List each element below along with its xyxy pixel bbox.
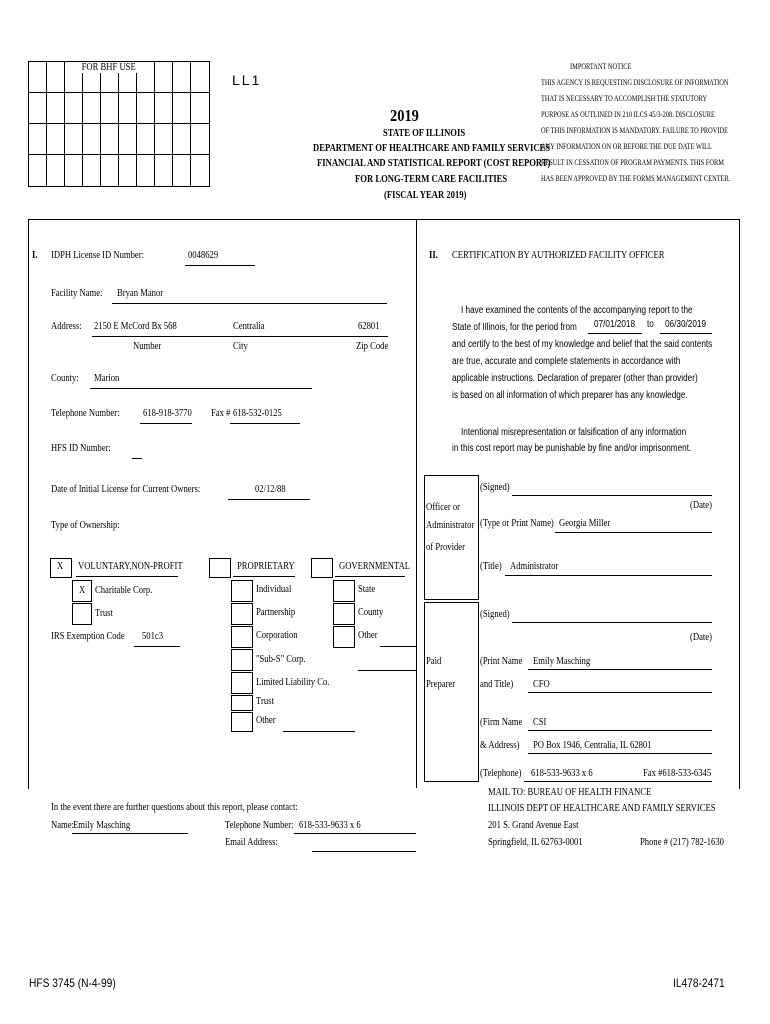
title-line-1: STATE OF ILLINOIS	[383, 128, 466, 139]
title-line-5: (FISCAL YEAR 2019)	[384, 190, 467, 201]
zip-value[interactable]: 62801	[358, 321, 380, 332]
llc-checkbox[interactable]	[231, 672, 253, 694]
firm-name[interactable]: CSI	[533, 717, 547, 728]
section2-title: CERTIFICATION BY AUTHORIZED FACILITY OFFICER	[452, 250, 665, 261]
cert-line-6: is based on all information of which preparer has any knowledge.	[452, 390, 688, 401]
prop-partnership: Partnership	[256, 607, 296, 618]
officer-line-2: Administrator	[426, 520, 475, 531]
preparer-signature-field[interactable]	[512, 622, 712, 623]
trust-checkbox[interactable]	[72, 603, 92, 625]
proprietary-checkbox[interactable]	[209, 558, 231, 578]
name-value[interactable]: Emily Masching	[73, 820, 131, 831]
report-year: 2019	[390, 106, 419, 125]
corporation-checkbox[interactable]	[231, 626, 253, 648]
charitable-label: Charitable Corp.	[95, 585, 153, 596]
mail-line-4: Springfield, IL 62763-0001	[488, 837, 583, 848]
bhf-use-label: FOR BHF USE	[81, 62, 136, 73]
county-value[interactable]: Marion	[94, 373, 120, 384]
warning-line-2: in this cost report may be punishable by fine and/or imprisonment.	[452, 443, 692, 454]
phone-label: Telephone Number:	[51, 408, 120, 419]
section-divider	[416, 219, 417, 788]
facility-value[interactable]: Bryan Manor	[117, 288, 164, 299]
mail-line-2: ILLINOIS DEPT OF HEALTHCARE AND FAMILY SERVICES	[488, 803, 716, 814]
to-word: to	[647, 319, 654, 330]
fax-label: Fax #	[211, 408, 231, 419]
vnp-label: VOLUNTARY,NON-PROFIT	[78, 561, 183, 572]
contact-note: In the event there are further questions about this report, please contact:	[51, 802, 298, 813]
city-value[interactable]: Centralia	[233, 321, 265, 332]
officer-signature-field[interactable]	[512, 495, 712, 496]
name-label: Name:	[51, 820, 74, 831]
sub-s-checkbox[interactable]	[231, 649, 253, 671]
title-label: (Title)	[480, 561, 502, 572]
firm-address[interactable]: PO Box 1946, Centralia, IL 62801	[533, 740, 652, 751]
license-date-label: Date of Initial License for Current Owners:	[51, 484, 201, 495]
prop-other-checkbox[interactable]	[231, 712, 253, 732]
firm-address-label: & Address)	[480, 740, 520, 751]
license-label: IDPH License ID Number:	[51, 250, 145, 261]
governmental-label: GOVERNMENTAL	[339, 561, 411, 572]
form-code: LL1	[232, 72, 262, 88]
officer-signed-label: (Signed)	[480, 482, 510, 493]
number-caption: Number	[133, 341, 162, 352]
officer-date-label: (Date)	[690, 500, 712, 511]
notice-line-4: OF THIS INFORMATION IS MANDATORY. FAILURE TO PROVIDE	[541, 126, 729, 135]
section2-numeral: II.	[429, 250, 438, 261]
charitable-mark: X	[79, 585, 86, 596]
irs-value[interactable]: 501c3	[142, 631, 164, 642]
facility-label: Facility Name:	[51, 288, 103, 299]
hfs-label: HFS ID Number:	[51, 443, 111, 454]
gov-other-checkbox[interactable]	[333, 626, 355, 648]
ownership-label: Type of Ownership:	[51, 520, 120, 531]
section1-numeral: I.	[32, 250, 38, 261]
preparer-signed-label: (Signed)	[480, 609, 510, 620]
cert-line-5: applicable instructions. Declaration of preparer (other than provider)	[452, 373, 698, 384]
vnp-mark: X	[57, 561, 64, 572]
license-date-value[interactable]: 02/12/88	[255, 484, 286, 495]
form-id: IL478-2471	[673, 976, 725, 990]
tel-label: (Telephone)	[480, 768, 522, 779]
notice-title: IMPORTANT NOTICE	[570, 62, 632, 71]
period-from[interactable]: 07/01/2018	[594, 319, 636, 330]
preparer-line-1: Paid	[426, 656, 442, 667]
prop-other: Other	[256, 715, 276, 726]
warning-line-1: Intentional misrepresentation or falsification of any information	[461, 427, 687, 438]
notice-line-3: PURPOSE AS OUTLINED IN 210 ILCS 45/3-208. DISCLOSURE	[541, 110, 715, 119]
notice-line-7: HAS BEEN APPROVED BY THE FORMS MANAGEMENT CENTER.	[541, 174, 731, 183]
address-label: Address:	[51, 321, 82, 332]
gov-county: County	[358, 607, 384, 618]
preparer-date-label: (Date)	[690, 632, 712, 643]
prop-corporation: Corporation	[256, 630, 298, 641]
type-name-label: (Type or Print Name)	[480, 518, 554, 529]
irs-label: IRS Exemption Code	[51, 631, 125, 642]
city-caption: City	[233, 341, 248, 352]
trust-label: Trust	[95, 608, 113, 619]
officer-name[interactable]: Georgia Miller	[559, 518, 611, 529]
officer-line-1: Officer or	[426, 502, 461, 513]
partnership-checkbox[interactable]	[231, 603, 253, 625]
notice-line-2: THAT IS NECESSARY TO ACCOMPLISH THE STATUTORY	[541, 94, 708, 103]
individual-checkbox[interactable]	[231, 580, 253, 602]
state-checkbox[interactable]	[333, 580, 355, 602]
prop-trust: Trust	[256, 696, 274, 707]
prop-llc: Limited Liability Co.	[256, 677, 330, 688]
email-field[interactable]	[312, 851, 416, 852]
preparer-line-2: Preparer	[426, 679, 456, 690]
gov-other: Other	[358, 630, 378, 641]
preparer-name[interactable]: Emily Masching	[533, 656, 591, 667]
license-value[interactable]: 0048629	[188, 250, 219, 261]
officer-box	[424, 475, 479, 600]
street-value[interactable]: 2150 E McCord Bx 568	[94, 321, 177, 332]
bureau-phone: Phone # (217) 782-1630	[640, 837, 724, 848]
form-number: HFS 3745 (N-4-99)	[29, 976, 116, 990]
email-label: Email Address:	[225, 837, 278, 848]
hfs-id-field[interactable]	[132, 458, 142, 459]
title-line-3: FINANCIAL AND STATISTICAL REPORT (COST REPORT)	[317, 158, 551, 169]
title-line-4: FOR LONG-TERM CARE FACILITIES	[355, 174, 508, 185]
and-title-label: and Title)	[480, 679, 514, 690]
cert-line-1: I have examined the contents of the accompanying report to the	[461, 305, 693, 316]
notice-line-5: ANY INFORMATION ON OR BEFORE THE DUE DATE WILL	[541, 142, 712, 151]
contact-phone-value[interactable]: 618-533-9633 x 6	[299, 820, 361, 831]
officer-title[interactable]: Administrator	[510, 561, 559, 572]
notice-line-1: THIS AGENCY IS REQUESTING DISCLOSURE OF INFORMATION	[541, 78, 729, 87]
phone-value[interactable]: 618-918-3770	[143, 408, 192, 419]
prop-trust-checkbox[interactable]	[231, 695, 253, 711]
fax-value[interactable]: 618-532-0125	[233, 408, 282, 419]
preparer-box	[424, 602, 479, 782]
tel-value[interactable]: 618-533-9633 x 6	[531, 768, 593, 779]
gov-state: State	[358, 584, 376, 595]
preparer-fax[interactable]: Fax #618-533-6345	[643, 768, 712, 779]
proprietary-label: PROPRIETARY	[237, 561, 295, 572]
bhf-use-grid	[28, 61, 210, 187]
zip-caption: Zip Code	[356, 341, 389, 352]
cert-line-2: State of Illinois, for the period from	[452, 322, 577, 333]
print-name-label: (Print Name	[480, 656, 523, 667]
cert-line-3: and certify to the best of my knowledge and belief that the said contents	[452, 339, 713, 350]
title-line-2: DEPARTMENT OF HEALTHCARE AND FAMILY SERVICES	[313, 143, 551, 154]
county-checkbox[interactable]	[333, 603, 355, 625]
officer-line-3: of Provider	[426, 542, 465, 553]
governmental-checkbox[interactable]	[311, 558, 333, 578]
mail-line-3: 201 S. Grand Avenue East	[488, 820, 579, 831]
period-to[interactable]: 06/30/2019	[665, 319, 707, 330]
mail-line-1: MAIL TO: BUREAU OF HEALTH FINANCE	[488, 787, 652, 798]
firm-label: (Firm Name	[480, 717, 523, 728]
prop-sub-s: "Sub-S" Corp.	[256, 654, 306, 665]
notice-line-6: RESULT IN CESSATION OF PROGRAM PAYMENTS. THIS FORM	[541, 158, 724, 167]
cert-line-4: are true, accurate and complete statements in accordance with	[452, 356, 681, 367]
preparer-title[interactable]: CFO	[533, 679, 550, 690]
prop-individual: Individual	[256, 584, 292, 595]
county-label: County:	[51, 373, 79, 384]
contact-phone-label: Telephone Number:	[225, 820, 294, 831]
